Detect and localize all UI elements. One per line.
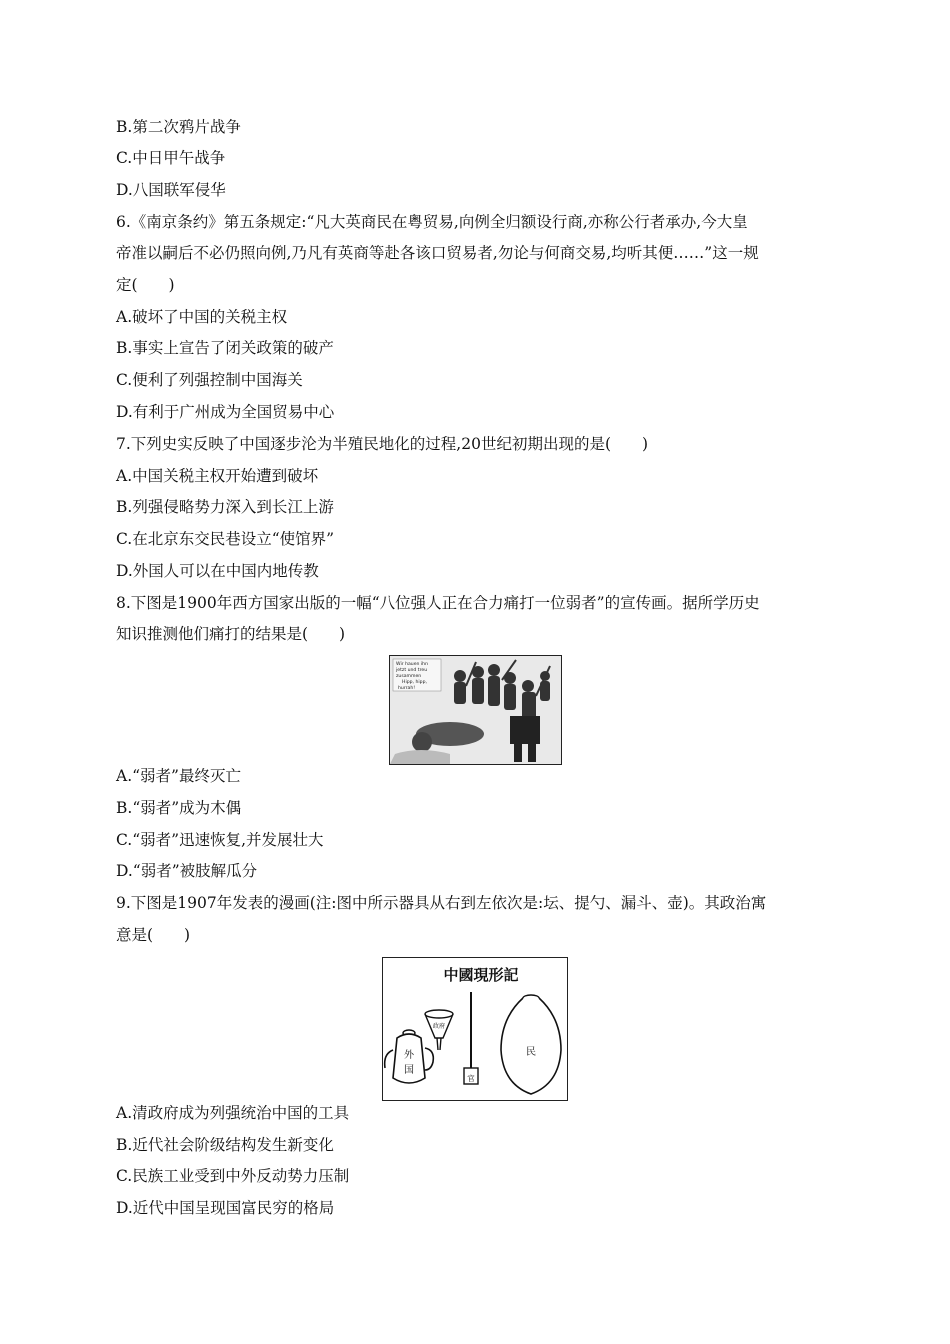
propaganda-drawing: [390, 656, 561, 764]
q5-option-d: D.八国联军侵华: [116, 181, 226, 199]
q7-stem: 7.下列史实反映了中国逐步沦为半殖民地化的过程,20世纪初期出现的是( ): [116, 435, 649, 453]
q7-option-b: B.列强侵略势力深入到长江上游: [116, 498, 334, 516]
q8-option-c: C.“弱者”迅速恢复,并发展壮大: [116, 831, 324, 849]
q8-option-a: A.“弱者”最终灭亡: [116, 767, 241, 785]
q9-stem-line-2: 意是( ): [116, 926, 191, 944]
q7-option-a: A.中国关税主权开始遭到破坏: [116, 467, 319, 485]
q8-stem-line-2: 知识推测他们痛打的结果是( ): [116, 625, 346, 643]
q9-option-c: C.民族工业受到中外反动势力压制: [116, 1167, 350, 1185]
q9-stem-line-1: 9.下图是1907年发表的漫画(注:图中所示器具从右到左依次是:坛、提勺、漏斗、壶)。其政治寓: [116, 894, 767, 912]
jar: [501, 995, 561, 1094]
caption-line-2: jetzt und treu: [396, 668, 428, 673]
caption-line-5: hurrah!: [398, 686, 416, 691]
q5-option-b: B.第二次鸦片战争: [116, 118, 241, 136]
q9-option-b: B.近代社会阶级结构发生新变化: [116, 1136, 334, 1154]
ladle: [464, 992, 478, 1084]
propaganda-illustration: [389, 655, 562, 765]
caption-line-3: zusammen: [396, 674, 422, 679]
caption-line-1: Wir hauen ihn: [396, 662, 429, 667]
q7-option-d: D.外国人可以在中国内地传教: [116, 562, 319, 580]
cartoon-illustration: [382, 957, 568, 1101]
teapot-label-2: 国: [404, 1065, 414, 1076]
q8-option-d: D.“弱者”被肢解瓜分: [116, 862, 258, 880]
q6-option-c: C.便利了列强控制中国海关: [116, 371, 303, 389]
q6-option-a: A.破坏了中国的关税主权: [116, 308, 288, 326]
caption-line-4: Hipp, hipp,: [402, 680, 427, 685]
cartoon-title: 中國現形記: [443, 966, 519, 984]
q6-stem-line-1: 6.《南京条约》第五条规定:“凡大英商民在粤贸易,向例全归额设行商,亦称公行者承办,今大皇: [116, 213, 748, 231]
q9-option-a: A.清政府成为列强统治中国的工具: [116, 1104, 350, 1122]
teapot-label-1: 外: [404, 1050, 414, 1061]
funnel-label: 政府: [432, 1023, 446, 1030]
q9-option-d: D.近代中国呈现国富民穷的格局: [116, 1199, 335, 1217]
cartoon-drawing: [383, 958, 567, 1100]
jar-label: 民: [526, 1047, 536, 1058]
q6-stem-line-2: 帝准以嗣后不必仍照向例,乃凡有英商等赴各该口贸易者,勿论与何商交易,均听其便……”这一规: [116, 244, 759, 262]
q8-stem-line-1: 8.下图是1900年西方国家出版的一幅“八位强人正在合力痛打一位弱者”的宣传画。据所学历史: [116, 594, 760, 612]
ladle-label: 官: [467, 1074, 475, 1083]
q6-stem-line-3: 定( ): [116, 276, 175, 294]
q6-option-b: B.事实上宣告了闭关政策的破产: [116, 339, 334, 357]
q6-option-d: D.有利于广州成为全国贸易中心: [116, 403, 335, 421]
funnel: [425, 1010, 453, 1050]
q8-option-b: B.“弱者”成为木偶: [116, 799, 242, 817]
q5-option-c: C.中日甲午战争: [116, 149, 226, 167]
q7-option-c: C.在北京东交民巷设立“使馆界”: [116, 530, 335, 548]
